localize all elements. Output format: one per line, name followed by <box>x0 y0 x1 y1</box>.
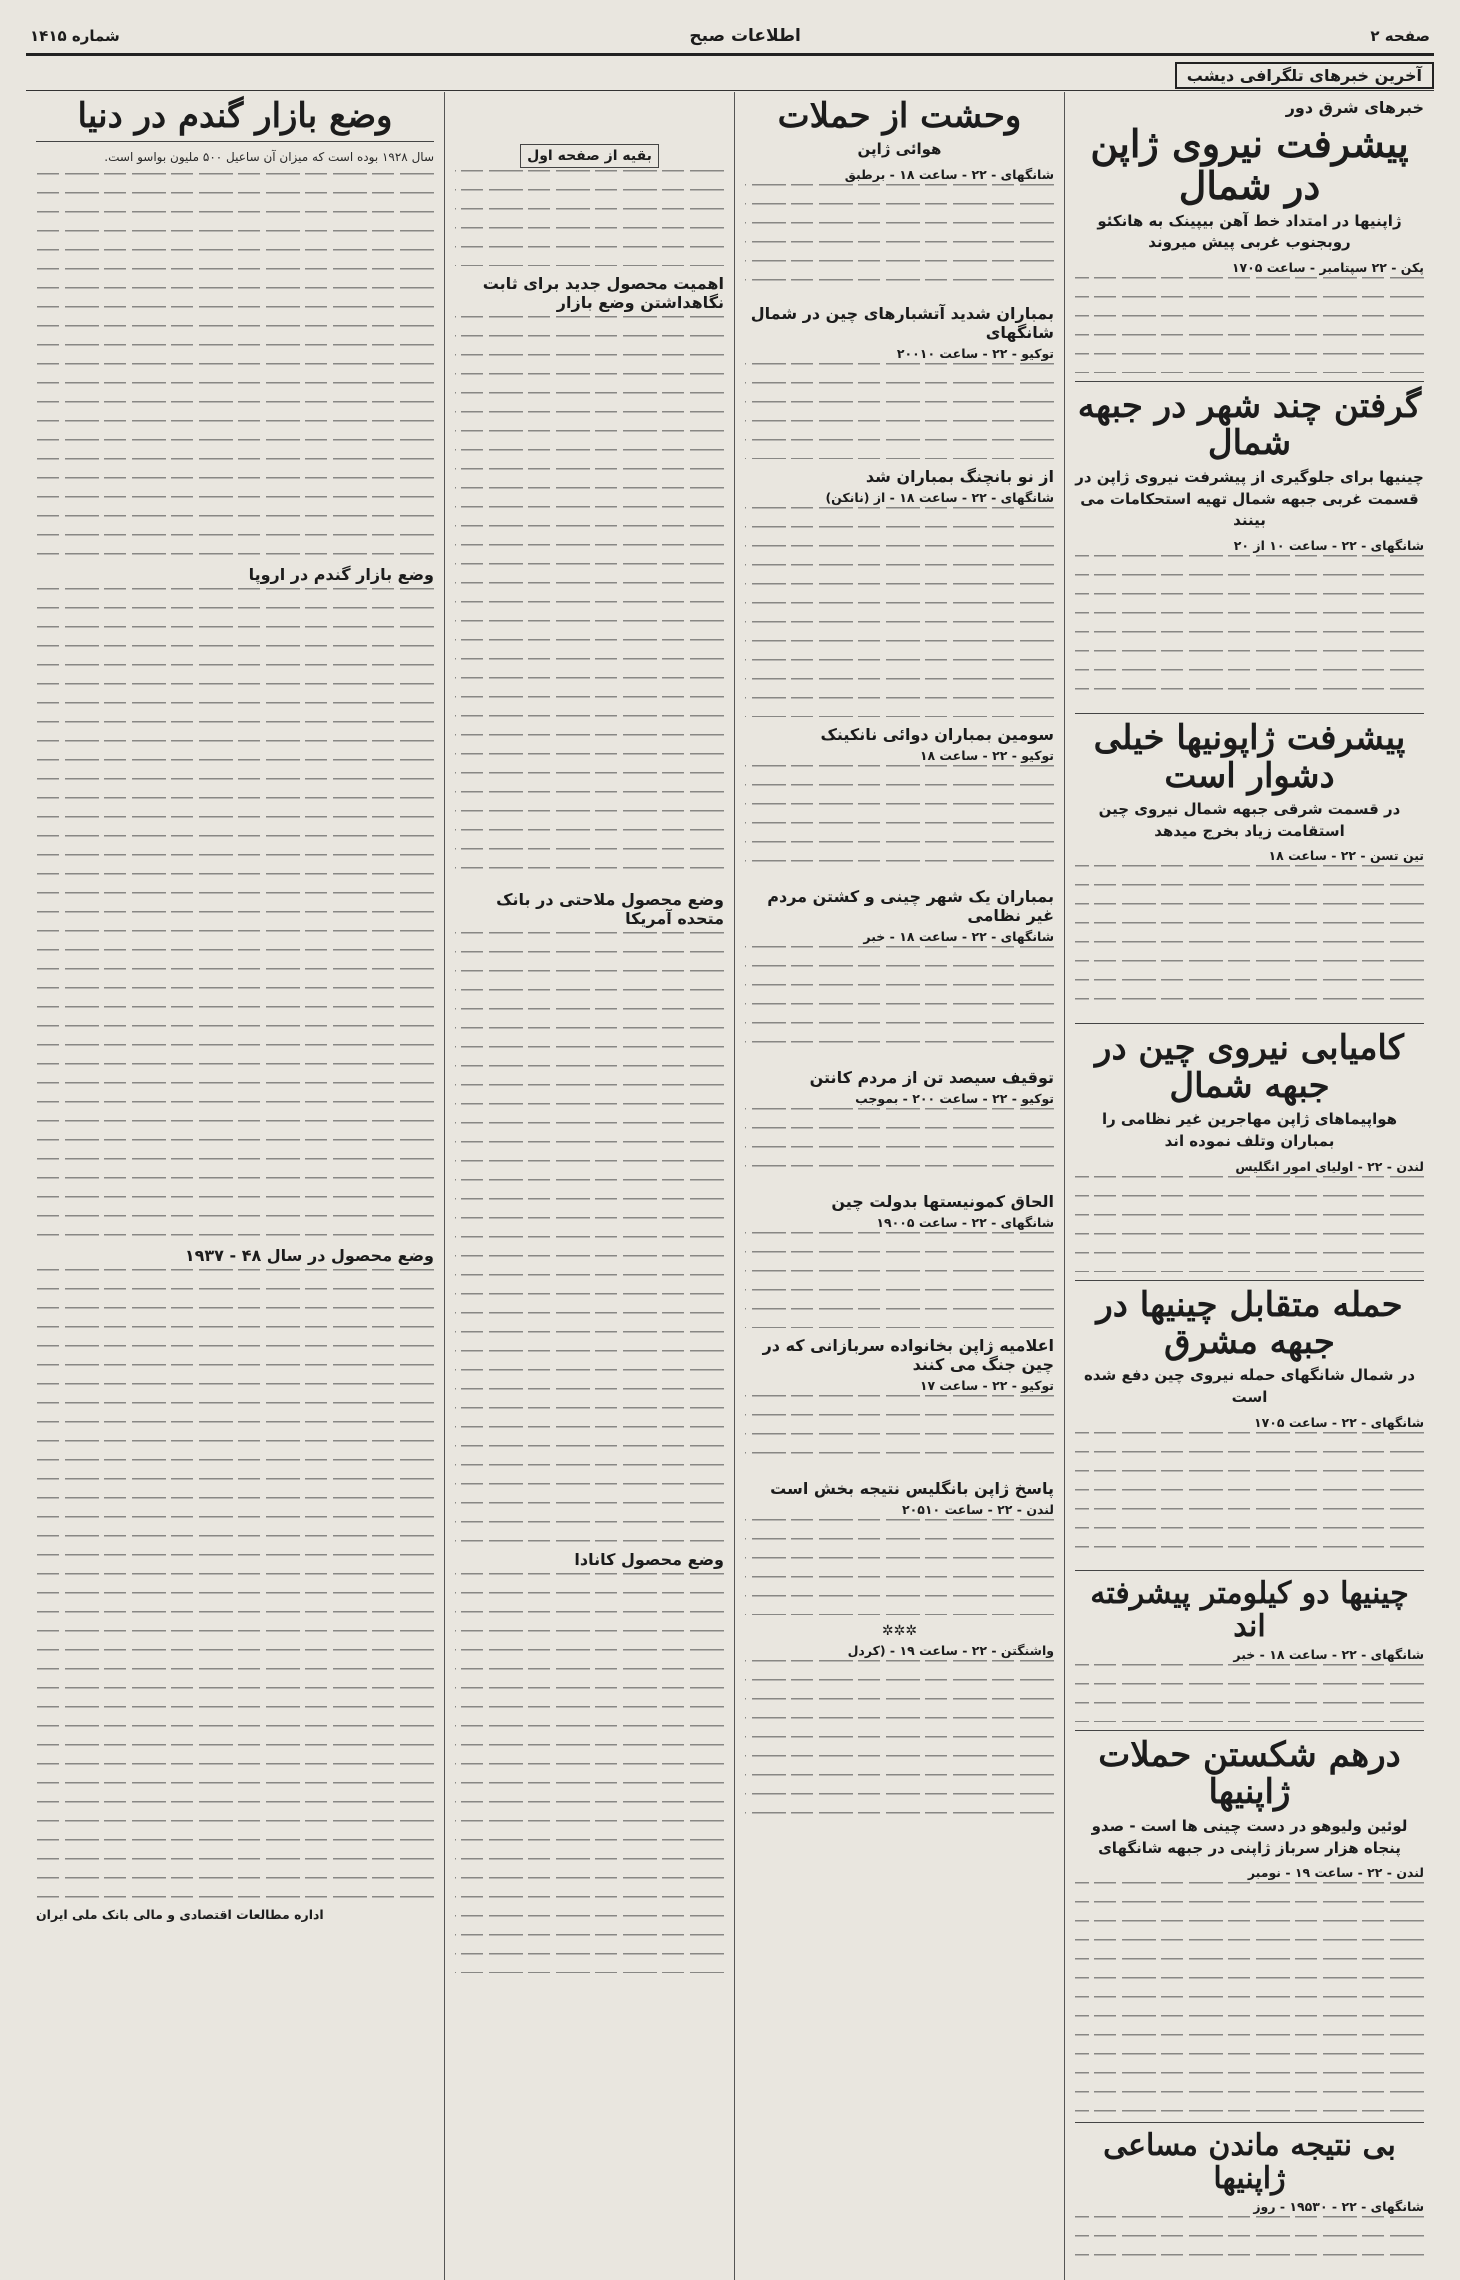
dateline: پکن - ۲۲ سپتامبر - ساعت ۱۷۰۵ <box>1231 260 1424 276</box>
subhead-japanese-difficulty: در قسمت شرقی جبهه شمال نیروی چین استقامت زیاد بخرج میدهد <box>1098 799 1401 840</box>
headline-counterattack: حمله متقابل چینیها در جبهه مشرق <box>1096 1284 1403 1363</box>
section-shanghai-bombing: بمباران شدید آتشبارهای چین در شمال شانگهای <box>750 304 1054 343</box>
article-body <box>745 1395 1054 1471</box>
headline-failed-efforts: بی نتیجه ماندن مساعی ژاپنیها <box>1103 2128 1396 2197</box>
section-europe-market: وضع بازار گندم در اروپا <box>248 564 434 584</box>
article-body <box>745 1108 1054 1184</box>
headline-north-cities: گرفتن چند شهر در جبهه شمال <box>1077 386 1422 464</box>
article-body <box>745 1660 1054 1830</box>
section-soldiers-families: اعلامیه ژاپن بخانواده سربازانی که در چین جنگ می کنند <box>762 1336 1054 1375</box>
article-body <box>1075 555 1424 705</box>
lead-paragraph: سال ۱۹۲۸ بوده است که میزان آن ساعیل ۵۰۰ ملیون بواسو است. <box>104 150 434 165</box>
headline-japanese-difficulty: پیشرفت ژاپونیها خیلی دشوار است <box>1093 718 1406 796</box>
dateline: توکیو - ۲۲ - ساعت ۲۰۰۱۰ <box>896 346 1054 362</box>
latest-news-label: آخرین خبرهای تلگرافی دیشب <box>1175 62 1434 89</box>
section-new-crop: اهمیت محصول جدید برای ثابت نگاهداشتن وضع بازار <box>482 274 724 312</box>
dateline: توکیو - ۲۲ - ساعت ۱۸ <box>919 748 1054 764</box>
masthead <box>26 22 1434 56</box>
article-body <box>455 932 724 1542</box>
top-bar <box>26 60 1434 91</box>
article-body <box>36 173 434 557</box>
section-canada-crop: وضع محصول کانادا <box>574 1550 724 1569</box>
subhead-north-cities: چینیها برای جلوگیری از پیشرفت نیروی ژاپن در قسمت غربی جبهه شمال تهیه استحکامات می بینند <box>1075 467 1424 530</box>
dateline: شانگهای - ۲۲ - ساعت ۱۰ از ۲۰ <box>1233 538 1424 554</box>
article-signature: اداره مطالعات اقتصادی و مالی بانک ملی ایران <box>36 1906 324 1922</box>
article-body <box>745 184 1054 296</box>
article-body <box>745 507 1054 717</box>
dateline: شانگهای - ۲۲ - ساعت ۱۸ - برطبق <box>844 167 1054 183</box>
subhead-japan-air: هوائی ژاپن <box>857 140 942 159</box>
subhead-china-success: هواپیماهای ژاپن مهاجرین غیر نظامی را بمباران وتلف نموده اند <box>1101 1110 1398 1150</box>
article-body <box>455 1573 724 1973</box>
article-body <box>745 363 1054 459</box>
section-civilian-bombing: بمباران یک شهر چینی و کشتن مردم غیر نظامی <box>767 887 1054 926</box>
article-body <box>1075 1882 1424 2114</box>
section-communists: الحاق کمونیستها بدولت چین <box>831 1192 1054 1212</box>
page-number: صفحه ۲ <box>1370 27 1430 45</box>
dateline: واشنگتن - ۲۲ - ساعت ۱۹ - (کردل <box>847 1643 1054 1659</box>
dateline: لندن - ۲۲ - ساعت ۱۹ - نومبر <box>1247 1865 1424 1881</box>
article-body <box>745 765 1054 879</box>
headline-fear-of-attacks: وحشت از حملات <box>777 96 1022 136</box>
headline-two-km: چینیها دو کیلومتر پیشرفته اند <box>1090 1575 1409 1644</box>
issue-number: شماره ۱۴۱۵ <box>30 27 120 45</box>
article-body <box>1075 1176 1424 1272</box>
section-1937-crop: وضع محصول در سال ۴۸ - ۱۹۳۷ <box>184 1245 434 1265</box>
headline-north-advance: پیشرفت نیروی ژاپن در شمال <box>1090 121 1409 208</box>
subhead-counterattack: در شمال شانگهای حمله نیروی چین دفع شده است <box>1083 1366 1416 1407</box>
subhead-north-advance: ژاپنیها در امتداد خط آهن بیپینک به هانکئو روبجنوب غربی پیش میروند <box>1097 211 1402 252</box>
section-us-crop: وضع محصول ملاحتی در بانک متحده آمریکا <box>496 890 724 928</box>
section-stars: ✲✲✲ <box>881 1623 918 1640</box>
columns <box>26 92 1434 2215</box>
dateline: شانگهای - ۲۲ - ۱۹۵۳۰ - روز <box>1253 2199 1424 2215</box>
headline-wheat-market: وضع بازار گندم در دنیا <box>77 96 393 136</box>
article-body <box>745 1519 1054 1615</box>
column-air-raids <box>734 92 1064 2280</box>
dateline: شانگهای - ۲۲ - ساعت ۱۸ - خبر <box>863 929 1054 945</box>
article-body <box>1075 1664 1424 1722</box>
dateline: لندن - ۲۲ - اولیای امور انگلیس <box>1235 1158 1424 1174</box>
dateline: توکیو - ۲۲ - ساعت ۱۷ <box>919 1378 1054 1394</box>
dateline: تین تسن - ۲۲ - ساعت ۱۸ <box>1268 848 1424 864</box>
article-body <box>745 1232 1054 1328</box>
dateline: لندن - ۲۲ - ساعت ۲۰۵۱۰ <box>901 1502 1054 1518</box>
article-body <box>455 316 724 882</box>
dateline: شانگهای - ۲۲ - ساعت ۱۹۰۰۵ <box>876 1215 1054 1231</box>
headline-china-success: کامیابی نیروی چین در جبهه شمال <box>1095 1028 1404 1106</box>
article-body <box>455 170 724 266</box>
subhead-breaking-attacks: لوئین ولیوهو در دست چینی ها است - صدو پنجاه هزار سرباز ژاپنی در جبهه شانگهای <box>1091 1816 1408 1857</box>
article-body <box>36 588 434 1238</box>
continued-label: بقیه از صفحه اول <box>520 144 659 168</box>
article-body <box>1075 1432 1424 1562</box>
column-far-east-news <box>1064 92 1434 2280</box>
dateline: توکیو - ۲۲ - ساعت ۲۰۰ - بموجب <box>855 1091 1054 1107</box>
article-body <box>1075 865 1424 1015</box>
dateline: شانگهای - ۲۲ - ساعت ۱۸ - از (نانکن) <box>825 490 1054 506</box>
headline-breaking-attacks: درهم شکستن حملات ژاپنیها <box>1098 1734 1401 1813</box>
section-nanking-third: سومین بمباران دوائی نانکینک <box>820 725 1054 745</box>
column-continued <box>444 92 734 2280</box>
dateline: شانگهای - ۲۲ - ساعت ۱۷۰۵ <box>1253 1414 1424 1430</box>
publication-name: اطلاعات صبح <box>689 26 801 46</box>
section-reply-england: پاسخ ژاپن بانگلیس نتیجه بخش است <box>770 1479 1054 1499</box>
section-canton-arrests: توقیف سیصد تن از مردم کانتن <box>809 1068 1054 1088</box>
article-body <box>1075 2216 1424 2272</box>
article-body <box>745 946 1054 1060</box>
column-wheat-market <box>26 92 444 2280</box>
article-body <box>1075 277 1424 373</box>
far-east-label: خبرهای شرق دور <box>1285 98 1424 117</box>
dateline: شانگهای - ۲۲ - ساعت ۱۸ - خبر <box>1233 1646 1424 1662</box>
article-body <box>36 1269 434 1899</box>
section-banchang: از نو بانچنگ بمباران شد <box>865 467 1054 487</box>
